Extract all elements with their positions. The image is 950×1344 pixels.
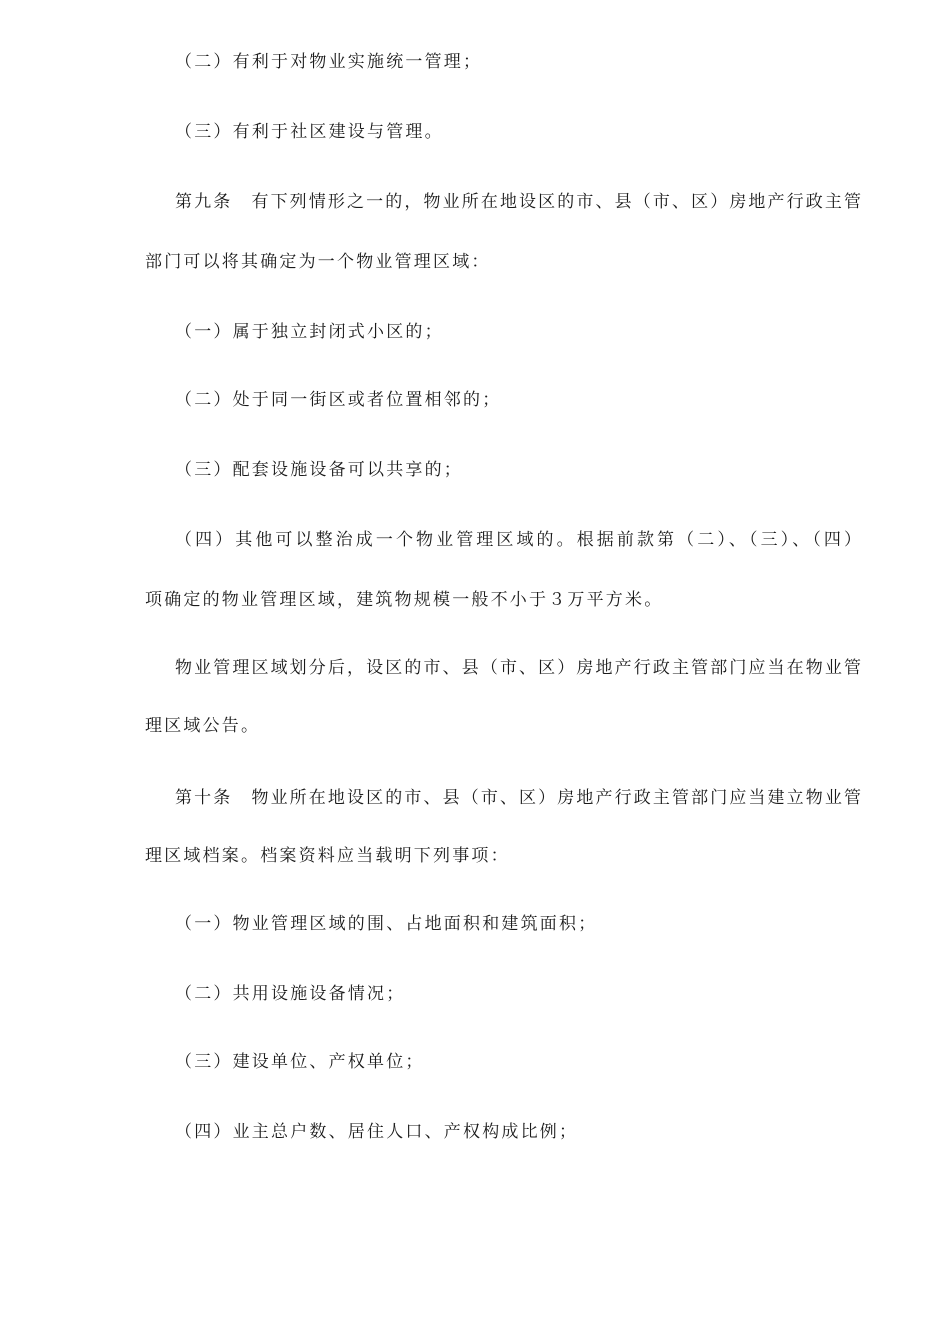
zoning-announcement-line-1: 物业管理区域划分后，设区的市、县（市、区）房地产行政主管部门应当在物业管 (175, 658, 861, 678)
item-3-community-construction: （三）有利于社区建设与管理。 (175, 122, 444, 142)
article-9-item-1: （一）属于独立封闭式小区的； (175, 322, 444, 342)
zoning-announcement-line-2: 理区域公告。 (145, 716, 261, 736)
article-10-paragraph-line-2: 理区域档案。档案资料应当载明下列事项： (145, 846, 510, 866)
article-9-item-3: （三）配套设施设备可以共享的； (175, 460, 463, 480)
item-2-unified-management: （二）有利于对物业实施统一管理； (175, 52, 483, 72)
article-10-paragraph-line-1: 第十条 物业所在地设区的市、县（市、区）房地产行政主管部门应当建立物业管 (175, 788, 861, 808)
article-10-item-4: （四）业主总户数、居住人口、产权构成比例； (175, 1122, 579, 1142)
article-10-item-2: （二）共用设施设备情况； (175, 984, 406, 1004)
article-10-item-3: （三）建设单位、产权单位； (175, 1052, 425, 1072)
article-10-item-1: （一）物业管理区域的围、占地面积和建筑面积； (175, 914, 598, 934)
article-9-paragraph-line-2: 部门可以将其确定为一个物业管理区域： (145, 252, 491, 272)
article-9-item-4-line-2: 项确定的物业管理区域，建筑物规模一般不小于３万平方米。 (145, 590, 664, 610)
article-9-item-4-line-1: （四）其他可以整治成一个物业管理区域的。根据前款第（二）、（三）、（四） (175, 530, 861, 550)
article-9-paragraph-line-1: 第九条 有下列情形之一的，物业所在地设区的市、县（市、区）房地产行政主管 (175, 192, 861, 212)
article-9-item-2: （二）处于同一街区或者位置相邻的； (175, 390, 502, 410)
